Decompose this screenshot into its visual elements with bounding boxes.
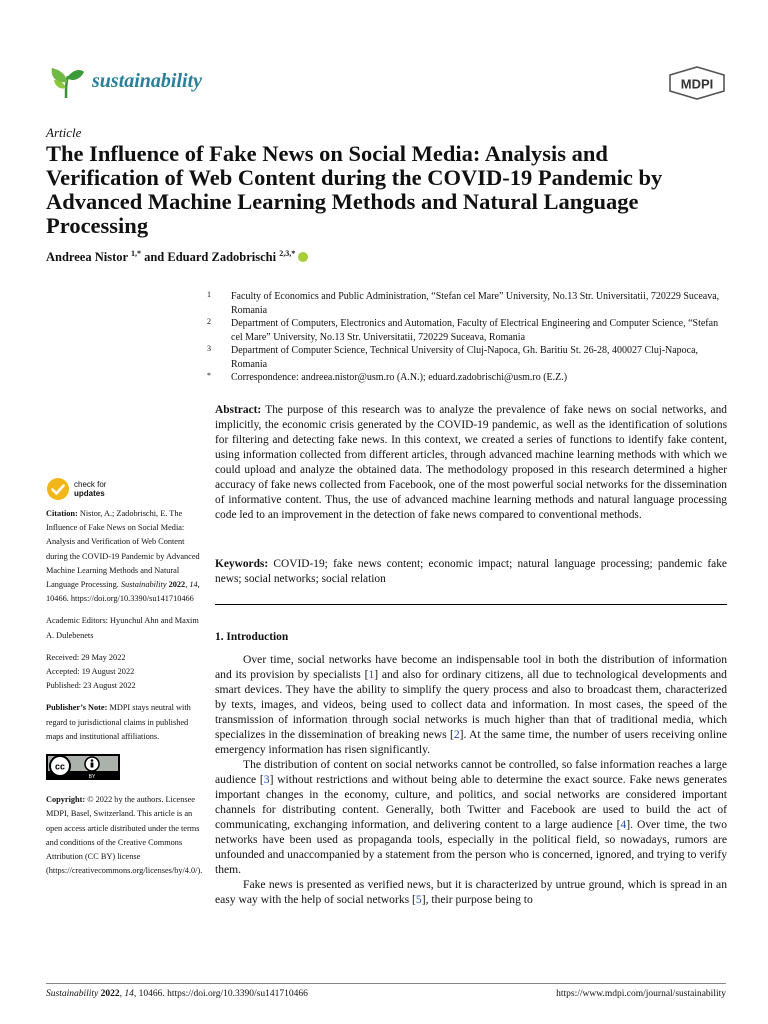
text-run: ] without restrictions and without being able to determine the exact source. Fake news generates important changes in the economy, culture, and politics, and social networks are considered important channels for distributing content. Generally, both Twitter and Facebook are used to build the act of communicating, exchanging information, and delivering content to a large audience [ bbox=[215, 773, 727, 831]
paragraph bbox=[215, 877, 727, 907]
text-run: ], their purpose being to bbox=[421, 893, 533, 906]
footer-citation bbox=[46, 989, 308, 999]
citation-doi[interactable]: , 10466. https://doi.org/10.3390/su141710466 bbox=[46, 580, 200, 604]
footer-journal: Sustainability bbox=[46, 989, 99, 999]
affiliation-text: Faculty of Economics and Public Administration, “Stefan cel Mare” University, No.13 Str. Universitatii, 720229 Suceava, Romania bbox=[231, 291, 720, 316]
author-list bbox=[46, 249, 308, 265]
body-text bbox=[215, 652, 727, 907]
abstract-text: The purpose of this research was to analyze the prevalence of fake news on social networks, and implicitly, the economic crisis generated by the COVID-19 pandemic, as well as the identification of solutions for filtering and detecting fake news. In this context, we created a series of functions to identify fake content, using information collected from different articles, through advanced machine learning methods with which we could upload and analyze the obtained data. The methodology proposed in this research determined a higher accuracy of fake news collected from Facebook, one of the most powerful social networks for the dissemination of informative content. Thus, the use of advanced machine learning methods and natural language processing code led to an improvement in the detection of fake news compared to conventional methods. bbox=[215, 404, 727, 521]
paragraph bbox=[215, 652, 727, 757]
author-affiliation-marker: 2,3,* bbox=[279, 249, 296, 258]
author-name[interactable]: Eduard Zadobrischi bbox=[167, 250, 277, 265]
author-name[interactable]: Andreea Nistor bbox=[46, 250, 128, 265]
text-run: Fake news is presented as verified news, but it is characterized by untrue ground, which is spread in an easy way with the help of social networks [ bbox=[215, 878, 727, 906]
affiliation-number: 2 bbox=[207, 317, 211, 326]
publisher-note-text: MDPI stays neutral with regard to jurisdictional claims in published maps and institutional affiliations. bbox=[46, 703, 191, 741]
orcid-icon[interactable] bbox=[298, 252, 308, 262]
publisher-note bbox=[46, 701, 204, 744]
copyright-text: © 2022 by the authors. Licensee MDPI, Basel, Switzerland. This article is an open access article distributed under the terms and conditions of the Creative Commons Attribution (CC BY) license (https://creativecommons.org/licenses/by/4.0/). bbox=[46, 795, 203, 876]
citation-year: 2022 bbox=[166, 580, 186, 590]
keywords bbox=[215, 557, 727, 587]
citation bbox=[46, 507, 204, 606]
journal-header bbox=[46, 60, 726, 104]
text-run: The distribution of content on social networks cannot be controlled, so false information reaches a large audience [ bbox=[215, 758, 727, 786]
affiliation-item bbox=[207, 371, 727, 385]
abstract-label: Abstract: bbox=[215, 404, 262, 416]
affiliation-text: Department of Computers, Electronics and Automation, Faculty of Electrical Engineering and Computer Science, “Stefan cel Mare” University, No.13 Str. Universitatii, 720229 Suceava, Romania bbox=[231, 318, 719, 343]
affiliation-item bbox=[207, 317, 727, 344]
text-run: ]. Over time, the two networks have been used as propaganda tools, especially in the political field, so nowadays, rumors are unfounded and unaccompanied by a statement from the person who is concerned, ignored, and trying to verify them. bbox=[215, 818, 727, 876]
publisher-note-label: Publisher’s Note: bbox=[46, 703, 108, 713]
author-affiliation-marker: 1,* bbox=[130, 249, 141, 258]
academic-editors: Academic Editors: Hyunchul Ahn and Maxim A. Dulebenets bbox=[46, 616, 199, 640]
affiliation-number: * bbox=[207, 371, 211, 380]
text-run: ]. At the same time, the number of users receiving online emergency information has risen significantly. bbox=[215, 728, 727, 756]
received-date: Received: 29 May 2022 bbox=[46, 652, 126, 662]
reference-link[interactable]: 4 bbox=[620, 818, 627, 831]
section-heading: 1. Introduction bbox=[215, 631, 289, 643]
cc-by-license-badge[interactable] bbox=[46, 754, 120, 780]
check-updates-label: updates bbox=[74, 489, 105, 498]
mdpi-logo[interactable] bbox=[668, 66, 726, 100]
footer-year: 2022 bbox=[98, 989, 120, 999]
citation-text: Nistor, A.; Zadobrischi, E. The Influence of Fake News on Social Media: Analysis and Verification of Web Content during the COVID-19 Pandemic by Advanced Machine Learning Methods and Natural Language Processing. bbox=[46, 509, 200, 590]
sustainability-leaf-icon bbox=[46, 64, 88, 100]
affiliations bbox=[207, 290, 727, 385]
accepted-date: Accepted: 19 August 2022 bbox=[46, 667, 135, 677]
reference-link[interactable]: 1 bbox=[368, 668, 375, 681]
affiliation-item bbox=[207, 290, 727, 317]
copyright bbox=[46, 793, 204, 878]
affiliation-item bbox=[207, 344, 727, 371]
copyright-label: Copyright: bbox=[46, 795, 86, 805]
footer-doi[interactable]: , 10466. https://doi.org/10.3390/su141710466 bbox=[133, 989, 308, 999]
dates bbox=[46, 651, 204, 694]
reference-link[interactable]: 5 bbox=[415, 893, 422, 906]
keywords-label: Keywords: bbox=[215, 558, 269, 570]
abstract bbox=[215, 403, 727, 523]
reference-link[interactable]: 3 bbox=[263, 773, 270, 786]
page-footer bbox=[46, 989, 726, 999]
check-for-updates-icon bbox=[46, 477, 70, 501]
section-divider bbox=[215, 604, 727, 605]
check-for-updates-button[interactable] bbox=[46, 475, 204, 503]
footer-journal-url[interactable]: https://www.mdpi.com/journal/sustainability bbox=[556, 989, 726, 999]
citation-label: Citation: bbox=[46, 509, 78, 518]
text-run: Over time, social networks have become an indispensable tool in both the distribution of information and its provision by specialists [ bbox=[215, 653, 727, 681]
article-type: Article bbox=[46, 125, 82, 140]
paper-title: The Influence of Fake News on Social Media: Analysis and Verification of Web Content during the COVID-19 Pandemic by Advanced Machine Learning Methods and Natural Language Processing bbox=[46, 141, 663, 238]
article-sidebar bbox=[46, 475, 204, 886]
svg-text:cc: cc bbox=[54, 761, 66, 772]
paragraph bbox=[215, 757, 727, 877]
footer-volume: , 14 bbox=[119, 989, 134, 999]
affiliation-number: 1 bbox=[207, 290, 211, 299]
journal-name[interactable]: sustainability bbox=[92, 70, 203, 92]
citation-journal: Sustainability bbox=[120, 580, 167, 590]
text-run: ] and also for ordinary citizens, all due to technological developments and smart devices. They have the ability to simplify the query process and also to broadcast them, characterized by texts, images, and videos, being used to collect data and information. In most cases, the speed of the transmission of information through social networks is much higher than that of traditional media, which specializes in the dissemination of breaking news [ bbox=[215, 668, 727, 741]
citation-volume: , 14 bbox=[185, 580, 198, 590]
affiliation-number: 3 bbox=[207, 344, 211, 353]
published-date: Published: 23 August 2022 bbox=[46, 681, 136, 691]
svg-text:BY: BY bbox=[88, 774, 96, 781]
affiliation-text: Correspondence: andreea.nistor@usm.ro (A.N.); eduard.zadobrischi@usm.ro (E.Z.) bbox=[231, 372, 568, 383]
affiliation-text: Department of Computer Science, Technical University of Cluj-Napoca, Gh. Baritiu St. 26-28, 400027 Cluj-Napoca, Romania bbox=[231, 345, 699, 370]
check-updates-label: check for bbox=[74, 480, 107, 489]
footer-divider bbox=[46, 983, 726, 984]
svg-text:MDPI: MDPI bbox=[680, 76, 714, 92]
author-separator: and bbox=[140, 250, 168, 265]
keywords-text: COVID-19; fake news content; economic impact; natural language processing; pandemic fake news; social networks; social relation bbox=[215, 558, 727, 585]
reference-link[interactable]: 2 bbox=[453, 728, 460, 741]
